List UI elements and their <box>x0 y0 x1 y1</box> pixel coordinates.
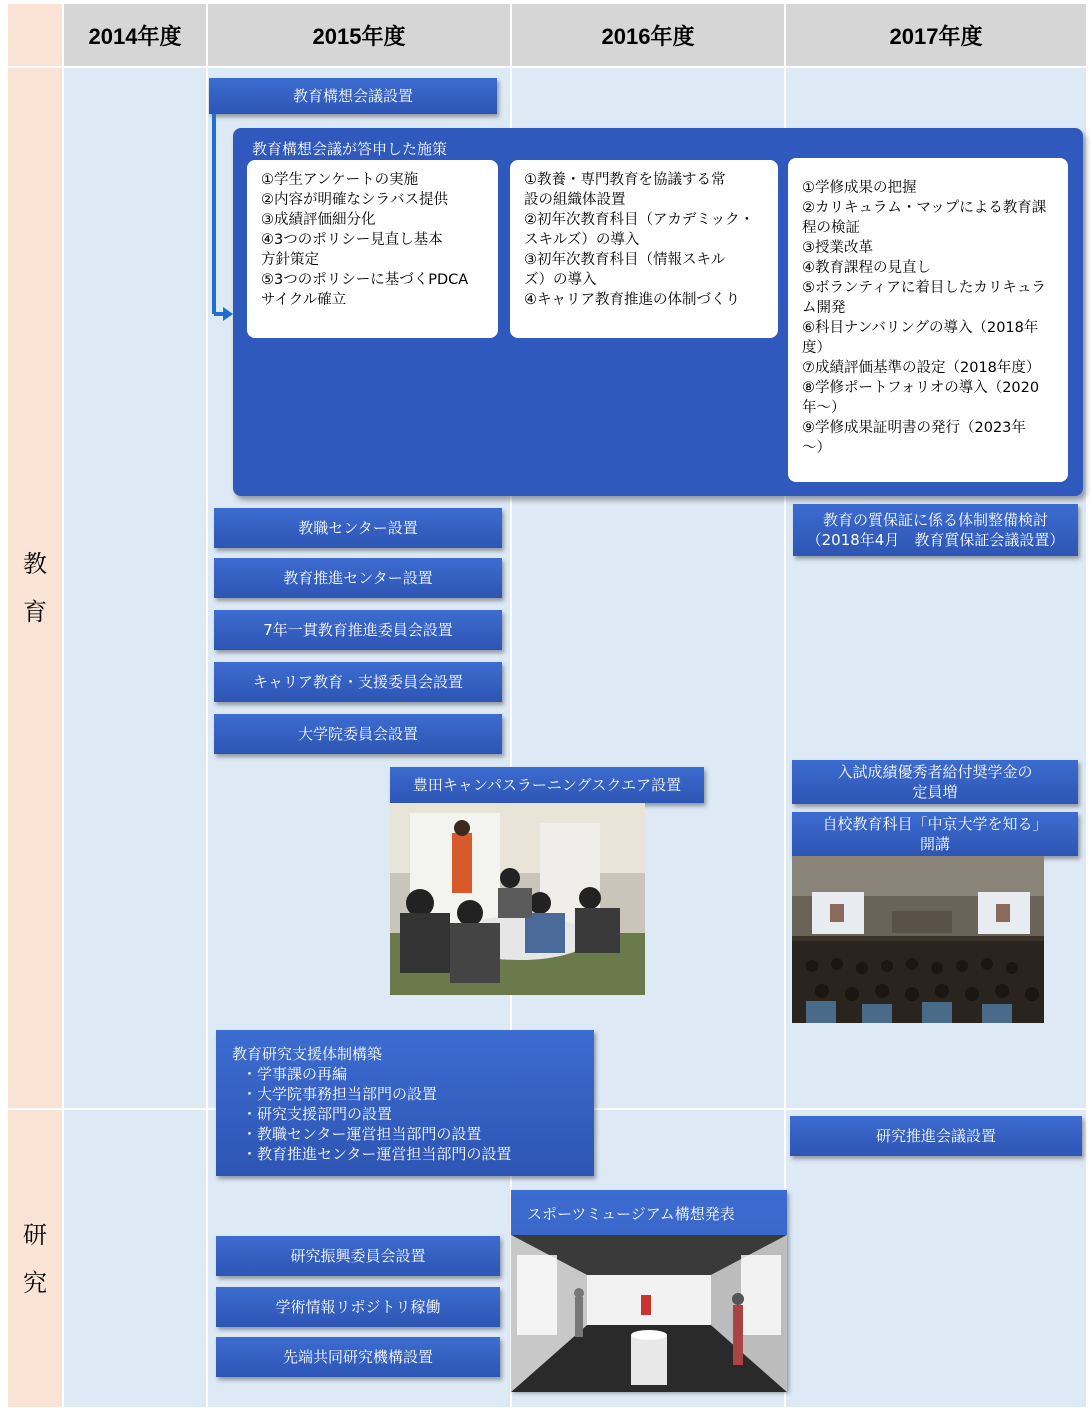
support-system-item: ・教育推進センター運営担当部門の設置 <box>242 1145 512 1163</box>
support-system-title: 教育研究支援体制構築 <box>232 1045 383 1063</box>
support-system-box <box>216 1030 594 1176</box>
column-2014 <box>64 68 206 1407</box>
measure-2016-item: ①教養・専門教育を協議する常 設の組織体設置 <box>524 172 726 208</box>
support-system-item: ・大学院事務担当部門の設置 <box>242 1085 438 1103</box>
year-header-2014: 2014年度 <box>64 4 206 66</box>
teacher-center-box: 教職センター設置 <box>214 508 502 548</box>
measure-2017-item: ⑦成績評価基準の設定（2018年度） <box>802 360 1041 376</box>
row-header-education <box>8 68 62 1108</box>
measure-2017-item: ⑤ボランティアに着目したカリキュラ ム開発 <box>802 280 1046 316</box>
support-system-item: ・研究支援部門の設置 <box>242 1105 393 1123</box>
measures-2017-box <box>788 158 1068 482</box>
row-header-education-char-2: 育 <box>23 598 47 626</box>
measure-2017-item: ⑥科目ナンバリングの導入（2018年 度） <box>802 320 1039 356</box>
measures-2016-box <box>510 160 778 338</box>
repository-box: 学術情報リポジトリ稼働 <box>216 1287 500 1327</box>
measure-2015-item: ④3つのポリシー見直し基本 方針策定 <box>261 232 443 268</box>
measure-2015-item: ⑤3つのポリシーに基づくPDCA サイクル確立 <box>261 272 469 308</box>
row-header-research-char-1: 研 <box>23 1220 47 1249</box>
measure-2016-item: ③初年次教育科目（情報スキル ズ）の導入 <box>524 252 726 288</box>
measure-2016-item: ②初年次教育科目（アカデミック・ スキルズ）の導入 <box>524 212 755 248</box>
measure-2016-item: ④キャリア教育推進の体制づくり <box>524 292 740 308</box>
learning-square-box: 豊田キャンパスラーニングスクエア設置 <box>390 767 704 803</box>
year-header-2017: 2017年度 <box>786 4 1086 66</box>
quality-assurance-box: 教育の質保証に係る体制整備検討 （2018年4月 教育質保証会議設置） <box>793 504 1078 556</box>
row-header-research-char-2: 究 <box>23 1268 47 1297</box>
year-header-2015: 2015年度 <box>208 4 510 66</box>
lecture-hall-photo <box>792 856 1044 1023</box>
row-header-research <box>8 1110 62 1407</box>
measure-2017-item: ②カリキュラム・マップによる教育課 程の検証 <box>802 200 1047 236</box>
row-header-education-char-1: 教 <box>23 550 47 578</box>
measure-2015-item: ③成績評価細分化 <box>261 212 376 228</box>
own-course-box: 自校教育科目「中京大学を知る」 開講 <box>792 812 1078 856</box>
measure-2015-item: ②内容が明確なシラバス提供 <box>261 192 448 208</box>
support-system-item: ・学事課の再編 <box>242 1065 348 1083</box>
seven-year-committee-box: 7年一貫教育推進委員会設置 <box>214 610 502 650</box>
measure-2017-item: ④教育課程の見直し <box>802 260 931 276</box>
measure-2017-item: ③授業改革 <box>802 240 873 256</box>
measures-2015-box <box>247 160 498 338</box>
measure-2015-item: ①学生アンケートの実施 <box>261 172 419 188</box>
year-header-2016: 2016年度 <box>512 4 784 66</box>
scholarship-box: 入試成績優秀者給付奨学金の 定員増 <box>792 760 1078 804</box>
sports-museum-title: スポーツミュージアム構想発表 <box>527 1205 735 1223</box>
support-system-item: ・教職センター運営担当部門の設置 <box>242 1125 482 1143</box>
advanced-research-box: 先端共同研究機構設置 <box>216 1337 500 1377</box>
sports-museum-photo <box>511 1235 787 1392</box>
research-promotion-conference-box: 研究推進会議設置 <box>790 1116 1082 1156</box>
museum-render-icon <box>511 1235 787 1392</box>
career-committee-box: キャリア教育・支援委員会設置 <box>214 662 502 702</box>
measure-2017-item: ①学修成果の把握 <box>802 180 917 196</box>
measure-2017-item: ⑧学修ポートフォリオの導入（2020 年～） <box>802 380 1040 416</box>
research-promotion-committee-box: 研究振興委員会設置 <box>216 1236 500 1276</box>
measures-panel-title: 教育構想会議が答申した施策 <box>252 140 448 158</box>
education-conference-box: 教育構想会議設置 <box>209 78 497 114</box>
education-promotion-center-box: 教育推進センター設置 <box>214 558 502 598</box>
graduate-committee-box: 大学院委員会設置 <box>214 714 502 754</box>
measure-2017-item: ⑨学修成果証明書の発行（2023年 ～） <box>802 420 1026 456</box>
header-corner <box>8 4 62 66</box>
lecture-hall-photo-icon <box>792 856 1044 1023</box>
learning-square-photo <box>390 803 645 995</box>
classroom-photo-icon <box>390 803 645 995</box>
